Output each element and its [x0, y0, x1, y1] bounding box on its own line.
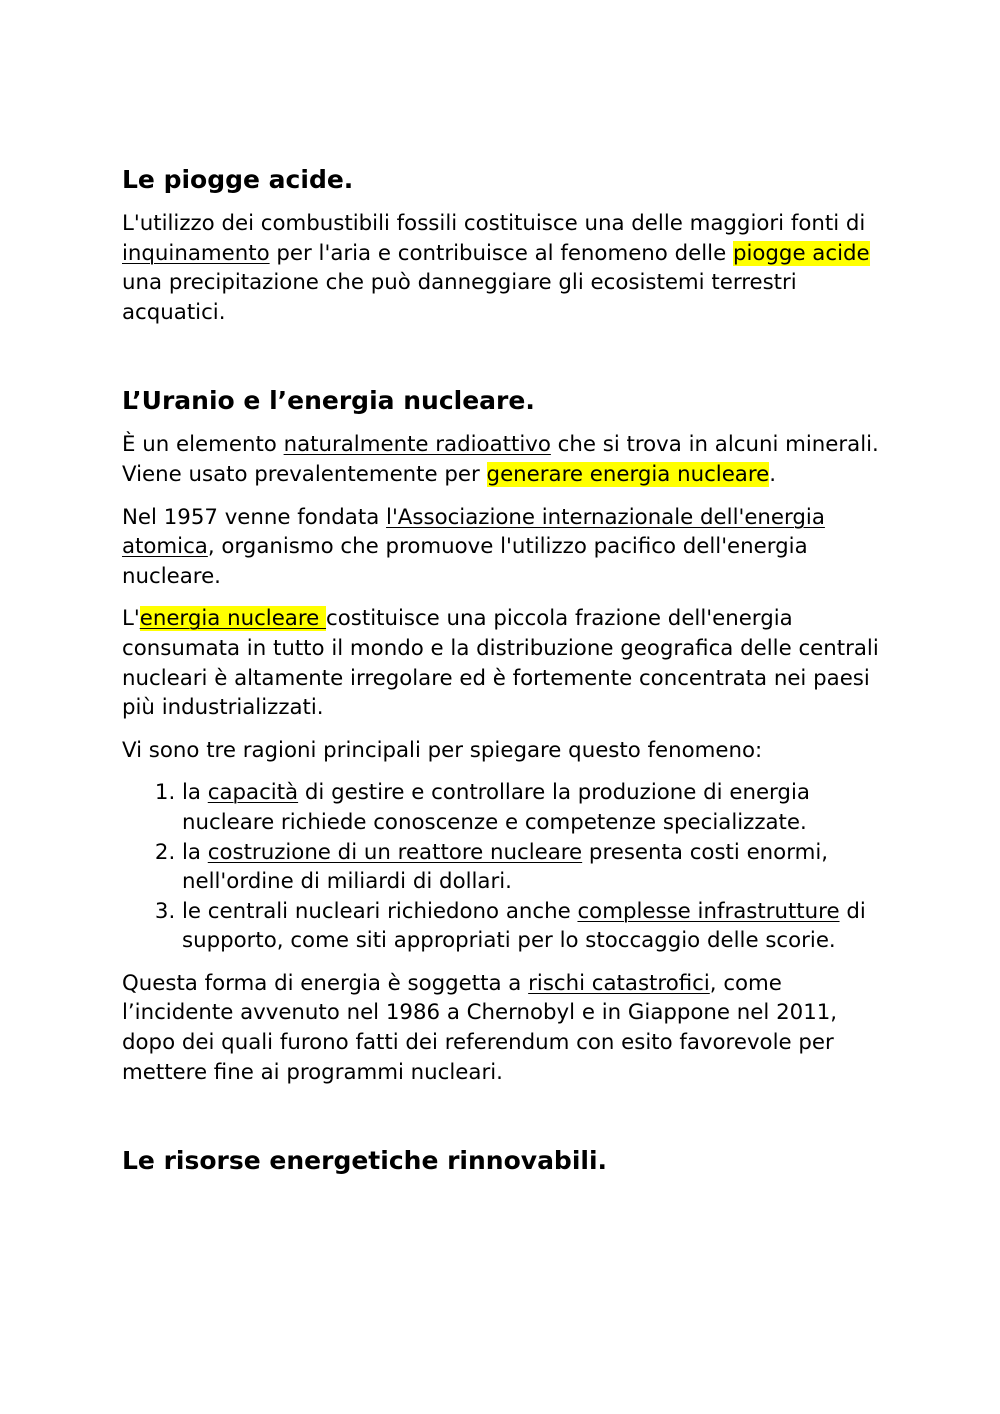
list-item: 1. la capacità di gestire e controllare la produzione di energia nucleare richiede conoscenze e competenze specializzate. [182, 778, 892, 837]
list-item: 2. la costruzione di un reattore nucleare presenta costi enormi, nell'ordine di miliardi di dollari. [182, 838, 892, 897]
heading-uranium: L’Uranio e l’energia nucleare. [122, 386, 535, 416]
highlighted-term: generare energia nucleare [486, 461, 770, 487]
paragraph-risks: Questa forma di energia è soggetta a rischi catastrofici, come l’incidente avvenuto nel 1986 a Chernobyl e in Giappone nel 2011, dopo dei quali furono fatti dei referendum con esito favorevole per mettere fine ai programmi nucleari. [122, 970, 838, 1085]
underlined-term: inquinamento [122, 240, 270, 266]
heading-acid-rain: Le piogge acide. [122, 165, 354, 194]
reasons-list [122, 778, 892, 956]
paragraph-acid-rain: L'utilizzo dei combustibili fossili costituisce una delle maggiori fonti di inquinamento per l'aria e contribuisce al fenomeno delle piogge acide una precipitazione che può danneggiare gli ecosistemi terrestri acquatici. [122, 211, 870, 325]
paragraph-uranium-element: È un elemento naturalmente radioattivo che si trova in alcuni minerali. Viene usato prevalentemente per generare energia nucleare. [122, 432, 879, 487]
list-item: 3. le centrali nucleari richiedono anche complesse infrastrutture di supporto, come siti appropriati per lo stoccaggio delle scorie. [182, 897, 892, 956]
heading-renewables: Le risorse energetiche rinnovabili. [122, 1146, 608, 1176]
underlined-term: costruzione di un reattore nucleare [207, 839, 583, 865]
paragraph-reasons-intro: Vi sono tre ragioni principali per spiegare questo fenomeno: [122, 737, 763, 763]
underlined-term: complesse infrastrutture [577, 898, 840, 924]
underlined-term: rischi catastrofici [528, 970, 710, 996]
underlined-term: capacità [207, 780, 299, 806]
document-body [122, 165, 892, 1176]
underlined-term: naturalmente radioattivo [283, 432, 551, 458]
highlighted-term: energia nucleare [139, 606, 327, 632]
paragraph-nuclear-distribution: L'energia nucleare costituisce una piccola frazione dell'energia consumata in tutto il mondo e la distribuzione geografica delle centrali nucleari è altamente irregolare ed è fortemente concentrata nei paesi più industrializzati. [122, 606, 879, 721]
paragraph-iaea: Nel 1957 venne fondata l'Associazione internazionale dell'energia atomica, organismo che promuove l'utilizzo pacifico dell'energia nucleare. [122, 504, 825, 589]
underlined-term: l'Associazione internazionale dell'energia atomica [122, 504, 825, 560]
highlighted-term: piogge acide [732, 240, 870, 266]
